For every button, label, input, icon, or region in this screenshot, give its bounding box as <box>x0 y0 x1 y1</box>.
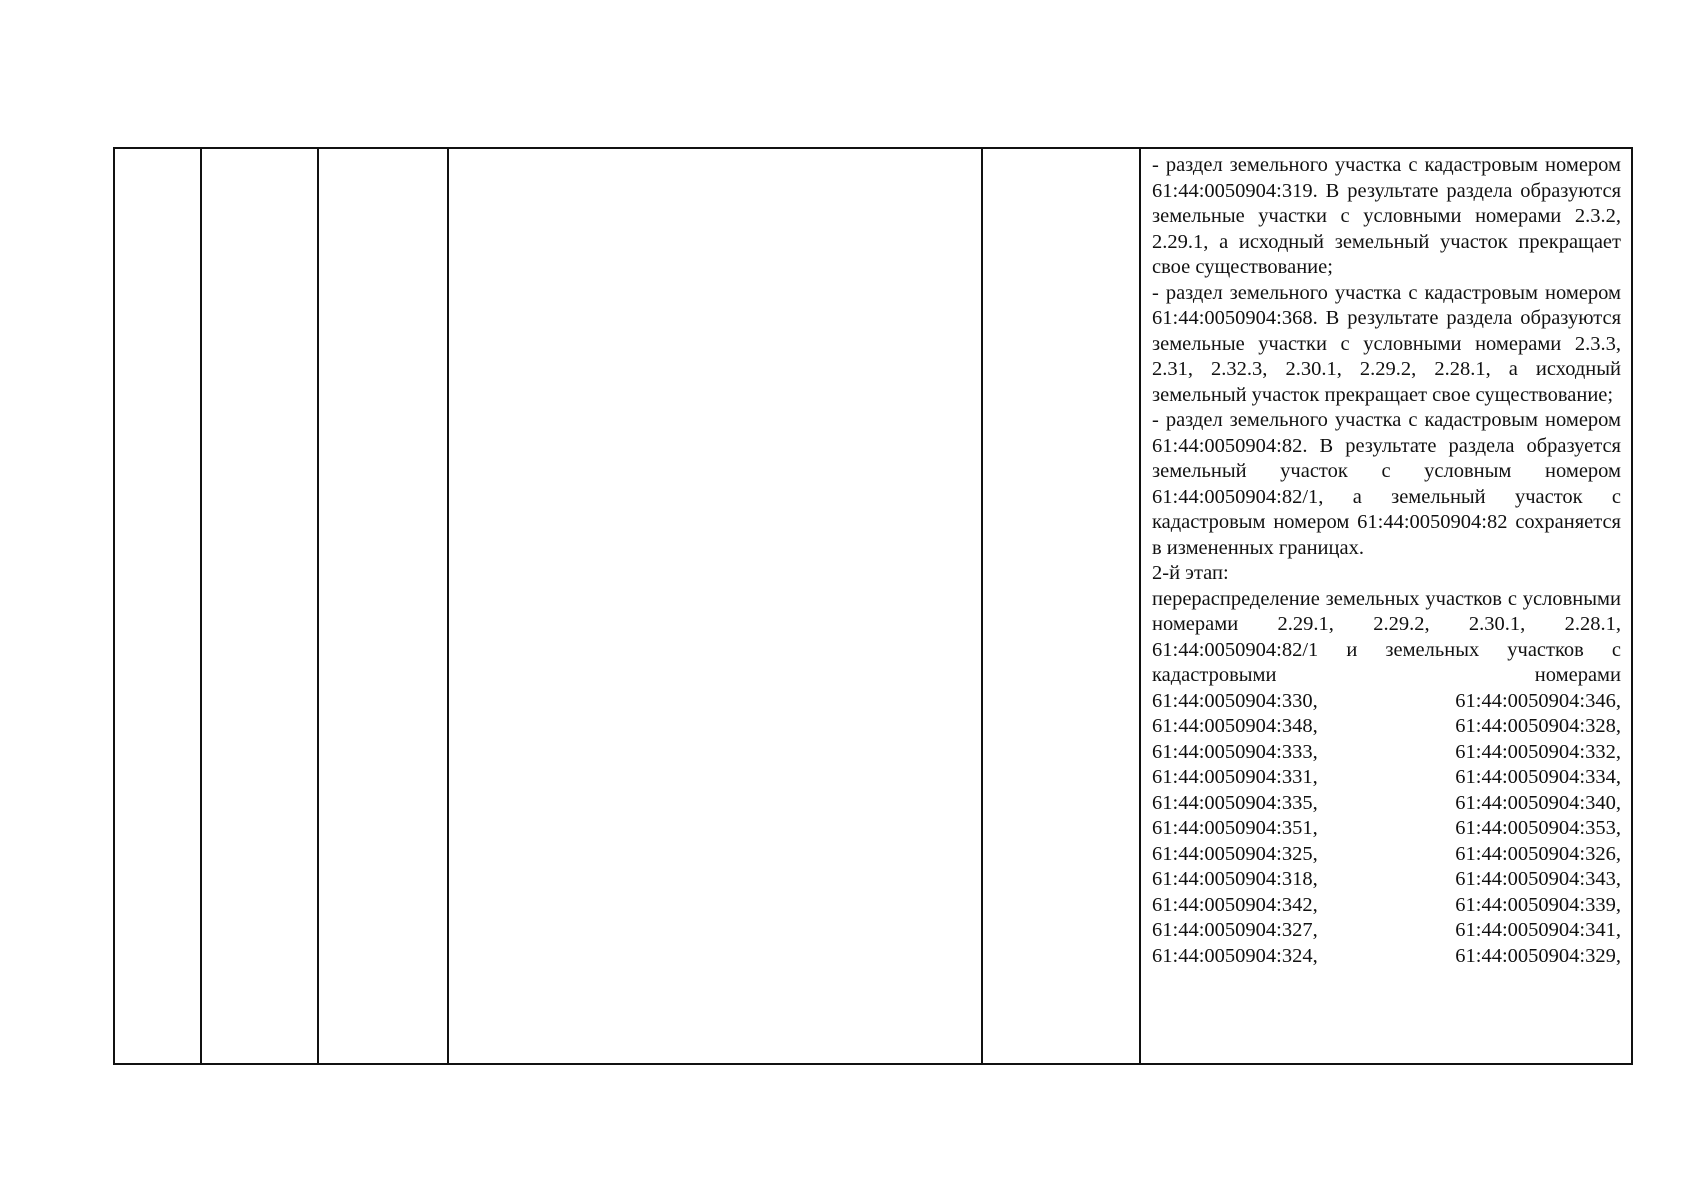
cadastral-row <box>1152 867 1621 893</box>
cadastral-number: 61:44:0050904:351, <box>1152 817 1318 839</box>
paragraph-redistribution: перераспределение земельных участков с условными номерами 2.29.1, 2.29.2, 2.30.1, 2.28.1, 61:44:0050904:82/1 и земельных участков с кадастровыми номерами <box>1152 587 1621 686</box>
cadastral-number: 61:44:0050904:340, <box>1455 791 1621 814</box>
cadastral-number: 61:44:0050904:324, <box>1152 944 1318 967</box>
cadastral-number: 61:44:0050904:332, <box>1455 740 1621 763</box>
cadastral-row <box>1152 765 1621 791</box>
paragraph-split-82: - раздел земельного участка с кадастровым номером 61:44:0050904:82. В результате раздела образуется земельный участок с условным номером 61:44:0050904:82/1, а земельный участок с кадастровым номером 61:44:0050904:82 сохраняется в измененных границах. <box>1152 409 1621 559</box>
cadastral-number-list <box>1152 689 1621 970</box>
cadastral-row <box>1152 918 1621 944</box>
cadastral-number: 61:44:0050904:329, <box>1455 944 1621 967</box>
cadastral-row <box>1152 842 1621 868</box>
cadastral-row <box>1152 944 1621 970</box>
cadastral-number: 61:44:0050904:342, <box>1152 893 1318 916</box>
cadastral-number: 61:44:0050904:327, <box>1152 919 1318 941</box>
cadastral-number: 61:44:0050904:330, <box>1152 689 1318 712</box>
cadastral-number: 61:44:0050904:346, <box>1455 689 1621 712</box>
description-text <box>1152 153 1621 969</box>
cadastral-number: 61:44:0050904:353, <box>1455 817 1621 839</box>
empty-cell-4 <box>448 148 982 1064</box>
document-table <box>113 147 1633 1065</box>
cadastral-number: 61:44:0050904:318, <box>1152 868 1318 890</box>
empty-cell-1 <box>114 148 201 1064</box>
cadastral-number: 61:44:0050904:325, <box>1152 842 1318 865</box>
empty-cell-2 <box>201 148 318 1064</box>
cadastral-number: 61:44:0050904:335, <box>1152 791 1318 814</box>
stage-2-heading: 2-й этап: <box>1152 562 1229 584</box>
cadastral-number: 61:44:0050904:339, <box>1455 893 1621 916</box>
cadastral-number: 61:44:0050904:348, <box>1152 715 1318 737</box>
cadastral-row <box>1152 791 1621 817</box>
cadastral-row <box>1152 740 1621 766</box>
description-cell <box>1140 148 1632 1064</box>
empty-cell-3 <box>318 148 448 1064</box>
cadastral-number: 61:44:0050904:341, <box>1455 919 1621 941</box>
paragraph-split-368: - раздел земельного участка с кадастровым номером 61:44:0050904:368. В результате раздела образуются земельные участки с условными номерами 2.3.3, 2.31, 2.32.3, 2.30.1, 2.29.2, 2.28.1, а исходный земельный участок прекращает свое существование; <box>1152 281 1621 406</box>
cadastral-number: 61:44:0050904:343, <box>1455 868 1621 890</box>
cadastral-number: 61:44:0050904:328, <box>1455 715 1621 737</box>
cadastral-number: 61:44:0050904:331, <box>1152 766 1318 788</box>
table-row <box>114 148 1632 1064</box>
cadastral-row <box>1152 689 1621 715</box>
cadastral-number: 61:44:0050904:334, <box>1455 766 1621 788</box>
cadastral-row <box>1152 816 1621 842</box>
cadastral-row <box>1152 714 1621 740</box>
cadastral-number: 61:44:0050904:333, <box>1152 740 1318 763</box>
cadastral-number: 61:44:0050904:326, <box>1455 842 1621 865</box>
cadastral-row <box>1152 893 1621 919</box>
paragraph-split-319: - раздел земельного участка с кадастровым номером 61:44:0050904:319. В результате раздела образуются земельные участки с условными номерами 2.3.2, 2.29.1, а исходный земельный участок прекращает свое существование; <box>1152 154 1621 278</box>
empty-cell-5 <box>982 148 1140 1064</box>
